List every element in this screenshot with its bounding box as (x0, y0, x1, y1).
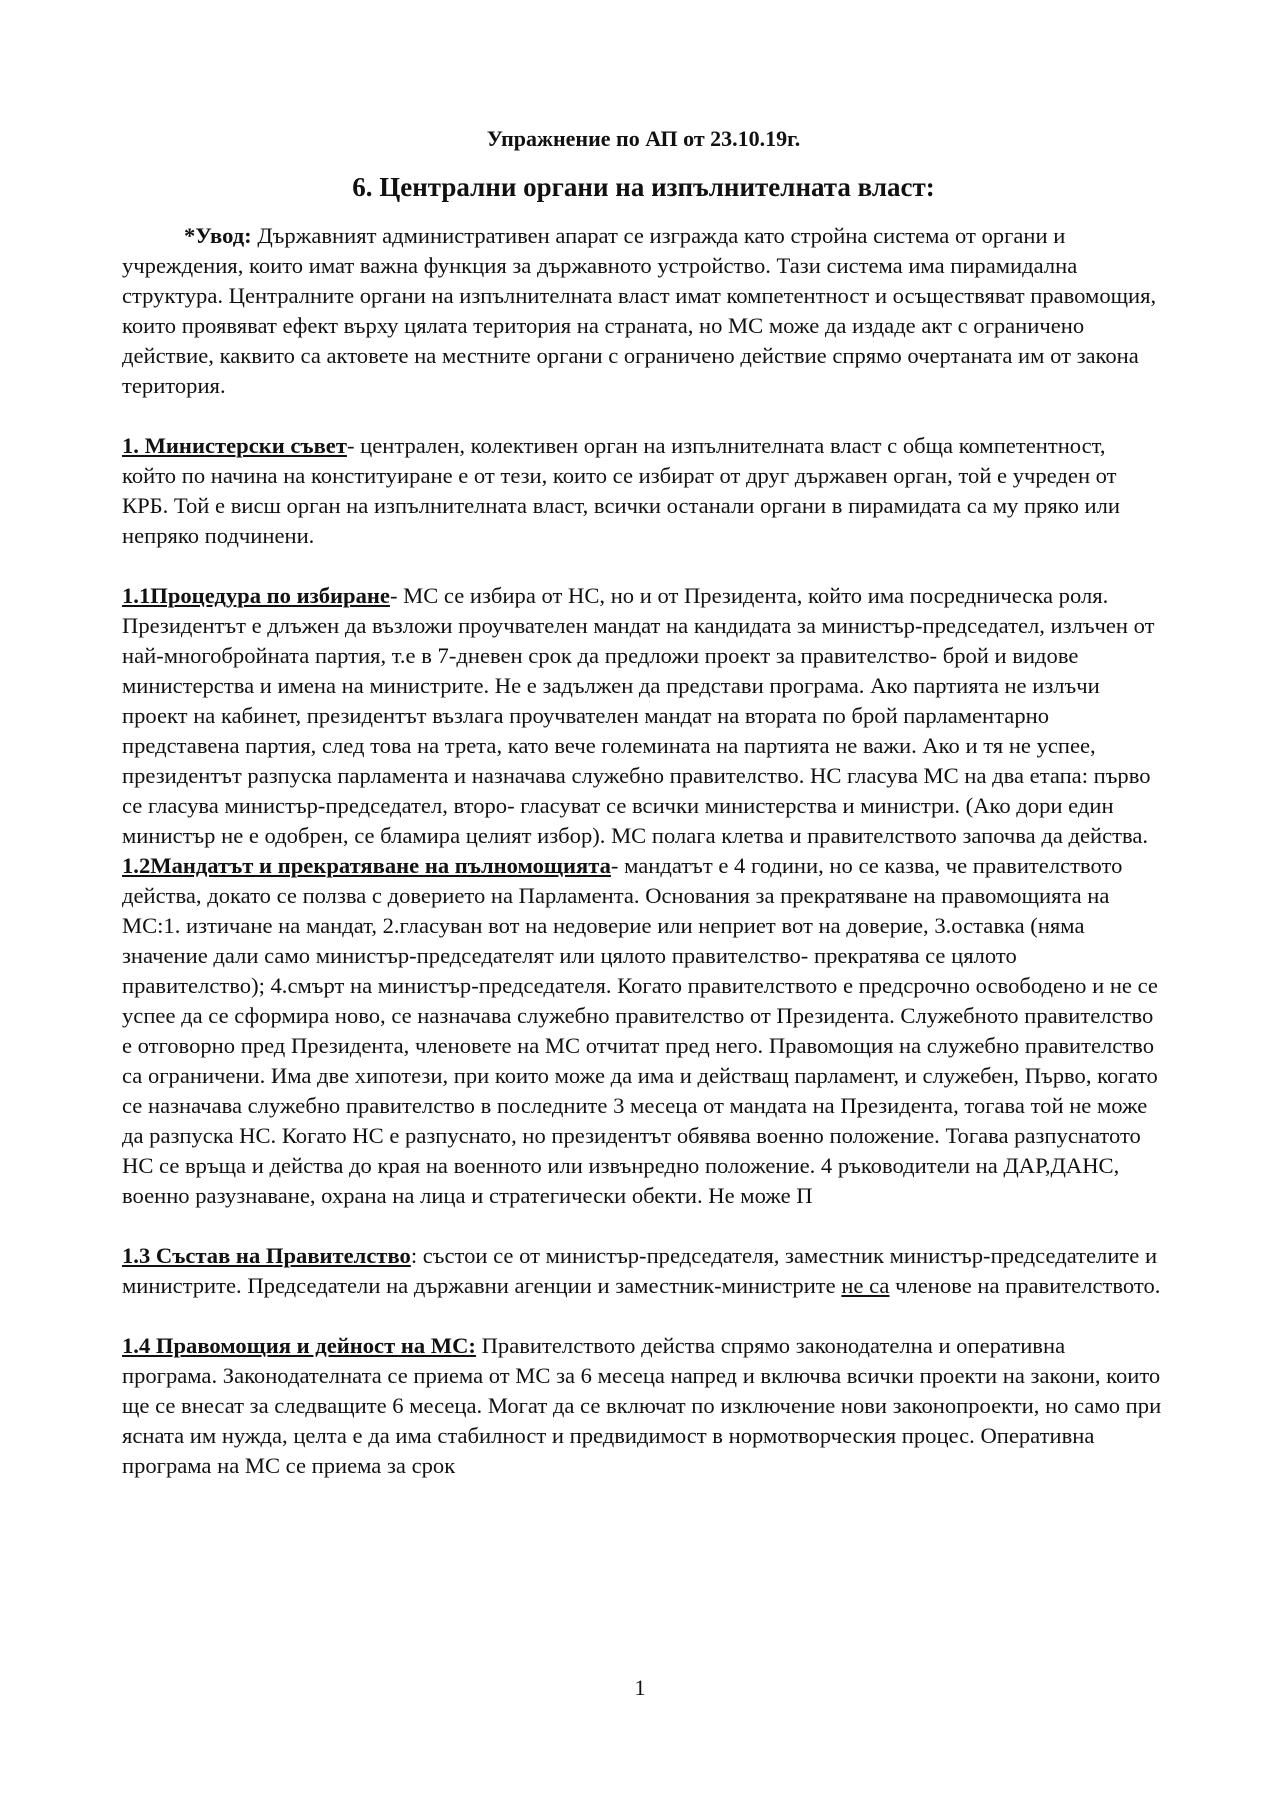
section-text: Правителството действа спрямо законодателна и оперативна програма. Законодателната се приема от МС за 6 месеца напред и включва всички проекти на закони, които ще се внесат за следващите 6 месеца. Могат да се включат по изключение нови законопроекти, но само при ясната им нужда, целта е да има стабилност и предвидимост в нормотворческия процес. Оперативна програма на МС се приема за срок (122, 1333, 1162, 1478)
section-election-procedure (122, 581, 1165, 851)
section-heading: 1. Министерски съвет (122, 433, 347, 458)
paragraph-spacer (122, 551, 1165, 581)
section-text: - МС се избира от НС, но и от Президента, който има посредническа роля. Президентът е длъжен да възложи проучвателен мандат на кандидата за министър-председател, излъчен от най-многобройната партия, т.е в 7-дневен срок да предложи проект за правителство- брой и видове министерства и имена на министрите. Не е задължен да представи програма. Ако партията не излъчи проект на кабинет, президентът възлага проучвателен мандат на втората по брой парламентарно представена партия, след това на трета, като вече големината на партията не важи. Ако и тя не успее, президентът разпуска парламента и назначава служебно правителство. НС гласува МС на два етапа: първо се гласува министър-председател, второ- гласуват се всички министерства и министри. (Ако дори един министър не е одобрен, се бламира целият избор). МС полага клетва и правителството започва да действа. (122, 583, 1155, 848)
document-subtitle: Упражнение по АП от 23.10.19г. (486, 126, 801, 151)
page-number: 1 (634, 1675, 646, 1700)
paragraph-spacer (122, 401, 1165, 431)
document-body (122, 124, 1165, 1481)
section-heading: 1.3 Състав на Правителство (122, 1243, 411, 1268)
section-mandate-termination (122, 851, 1165, 1211)
section-government-composition (122, 1241, 1165, 1301)
section-council-of-ministers (122, 431, 1165, 551)
section-text-after: членове на правителството. (889, 1273, 1161, 1298)
section-heading: 1.2Мандатът и прекратяване на пълномощията (122, 853, 611, 878)
section-heading: 1.1Процедура по избиране (122, 583, 390, 608)
paragraph-spacer (122, 1301, 1165, 1331)
section-powers-and-activity (122, 1331, 1165, 1481)
intro-label: *Увод: (184, 223, 252, 248)
document-title: 6. Централни органи на изпълнителната власт: (352, 172, 935, 202)
section-text-before: : състои се от министър-председателя, заместник министър-председателите и министрите. Председатели на държавни агенции и заместник-министрите (122, 1243, 1158, 1298)
intro-paragraph (122, 221, 1165, 401)
underlined-phrase: не са (841, 1273, 890, 1298)
section-text: - мандатът е 4 години, но се казва, че правителството действа, докато се ползва с доверието на Парламента. Основания за прекратяване на правомощията на МС:1. изтичане на мандат, 2.гласуван вот на недоверие или неприет вот на доверие, 3.оставка (няма значение дали само министър-председателят или цялото правителство- прекратява се цялото правителство); 4.смърт на министър-председателя. Когато правителството е предсрочно освободено и не се успее да се сформира ново, се назначава служебно правителство от Президента. Служебното правителство е отговорно пред Президента, членовете на МС отчитат пред него. Правомощия на служебно правителство са ограничени. Има две хипотези, при които може да има и действащ парламент, и служебен, Първо, когато се назначава служебно правителство в последните 3 месеца от мандата на Президента, тогава той не може да разпуска НС. Когато НС е разпуснато, но президентът обявява военно положение. Тогава разпуснатото НС се връща и действа до края на военното или извънредно положение. 4 ръководители на ДАР,ДАНС, военно разузнаване, охрана на лица и стратегически обекти. Не може П (122, 853, 1158, 1208)
section-heading: 1.4 Правомощия и дейност на МС: (122, 1333, 476, 1358)
section-text: - централен, колективен орган на изпълнителната власт с обща компетентност, който по начина на конституиране е от тези, които се избират от друг държавен орган, той е учреден от КРБ. Той е висш орган на изпълнителната власт, всички останали органи в пирамидата са му пряко или непряко подчинени. (122, 433, 1120, 548)
paragraph-spacer (122, 1211, 1165, 1241)
intro-text: Държавният административен апарат се изгражда като стройна система от органи и учреждения, които имат важна функция за държавното устройство. Тази система има пирамидална структура. Централните органи на изпълнителната власт имат компетентност и осъществяват правомощия, които проявяват ефект върху цялата територия на страната, но МС може да издаде акт с ограничено действие, каквито са актовете на местните органи с ограничено действие спрямо очертаната им от закона територия. (122, 223, 1157, 398)
